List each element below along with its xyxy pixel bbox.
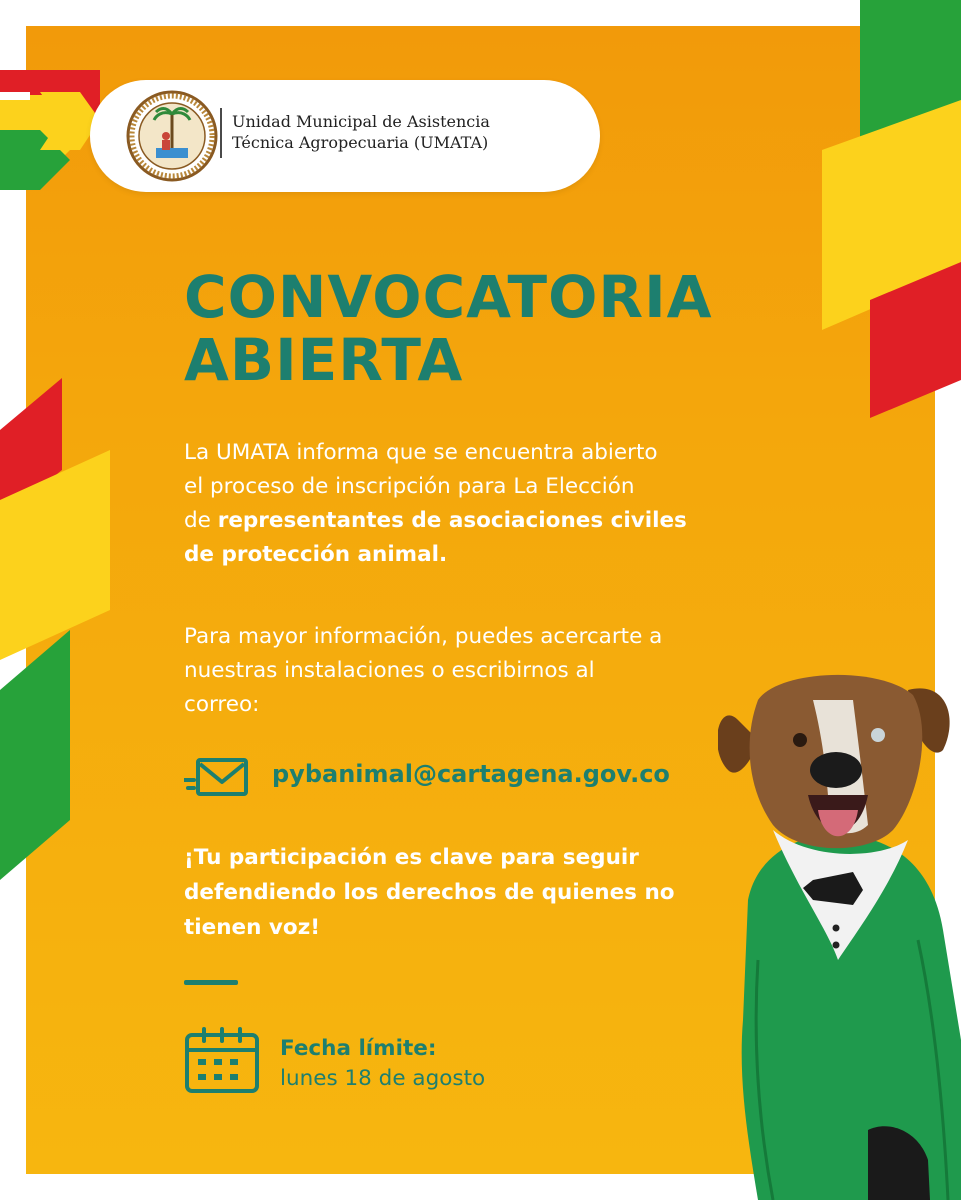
cartagena-seal-icon	[126, 90, 218, 182]
calendar-icon	[184, 1026, 260, 1094]
mail-icon	[184, 756, 250, 800]
closing-line-1: ¡Tu participación es clave para seguir	[184, 845, 639, 870]
intro-line-2: el proceso de inscripción para La Elección	[184, 474, 635, 499]
headline-line-1: CONVOCATORIA	[184, 263, 713, 331]
more-info-line-2: nuestras instalaciones o escribirnos al	[184, 658, 595, 683]
closing-message	[184, 840, 764, 945]
intro-line-3-prefix: de	[184, 508, 218, 533]
deadline-date: lunes 18 de agosto	[280, 1066, 486, 1091]
header-divider	[220, 108, 222, 158]
intro-paragraph	[184, 436, 804, 572]
email-link[interactable]: pybanimal@cartagena.gov.co	[272, 760, 670, 788]
more-info-line-1: Para mayor información, puedes acercarte a	[184, 624, 663, 649]
organization-name-line-2: Técnica Agropecuaria (UMATA)	[232, 133, 489, 152]
deadline-block	[184, 1026, 584, 1096]
intro-line-3	[184, 504, 804, 538]
dog-photo	[718, 660, 961, 1200]
headline-line-2: ABIERTA	[184, 326, 464, 394]
closing-line-3: tienen voz!	[184, 915, 321, 940]
organization-name	[232, 111, 592, 153]
intro-line-4-emphasis: de protección animal.	[184, 542, 448, 567]
section-divider	[184, 980, 238, 985]
intro-line-1: La UMATA informa que se encuentra abierto	[184, 440, 658, 465]
deadline-label: Fecha límite:	[280, 1036, 437, 1061]
intro-line-3-emphasis: representantes de asociaciones civiles	[217, 508, 687, 533]
email-contact[interactable]	[184, 756, 744, 800]
closing-line-2: defendiendo los derechos de quienes no	[184, 880, 675, 905]
more-info-line-3: correo:	[184, 692, 260, 717]
page-title	[184, 263, 834, 394]
more-info-paragraph	[184, 620, 804, 722]
organization-name-line-1: Unidad Municipal de Asistencia	[232, 112, 490, 131]
